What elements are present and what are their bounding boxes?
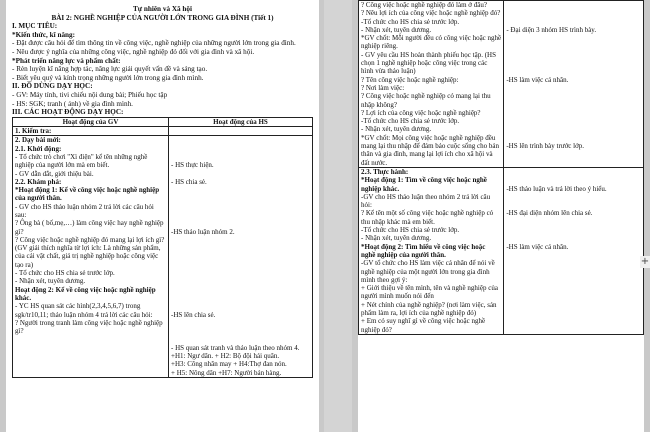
student-activity-cell [504,1,644,168]
page-gap [324,0,352,432]
document-page-left [6,0,319,432]
text-line: -GV tổ chức cho HS làm việc cá nhân để nói về nghề nghiệp của một người lớn trong gia đình mình theo gợi ý: [361,259,495,284]
text-line [506,18,641,26]
text-line [171,194,310,202]
text-line [506,117,641,125]
text-line: - GV cho HS thảo luận nhóm 2 trả lời các câu hỏi sau: [15,202,154,219]
text-line [506,168,641,176]
text-line: - Đại diện 3 nhóm HS trình bày. [506,25,597,34]
text-line [171,211,310,219]
add-icon[interactable]: + [640,256,650,267]
text-line [506,201,641,209]
text-line [506,193,641,201]
teacher-activity-cell [13,136,169,378]
objective-line: - Rèn luyện kĩ năng hợp tác, năng lực giải quyết vấn đề và sáng tạo. [12,65,208,74]
table-header-teacher: Hoạt động của GV [13,117,169,126]
text-line: ? Công việc hoặc nghề nghiệp đó làm ở đâu? [361,1,487,9]
student-activity-cell [169,127,313,136]
text-line: ? Người trong tranh làm công việc hoặc nghề nghiệp gì? [15,318,163,336]
objective-line: III. CÁC HOẠT ĐỘNG DẠY HỌC: [12,108,124,117]
text-line [171,294,310,302]
teacher-activity-cell [13,127,169,136]
text-line [506,51,641,59]
text-line: -GV cho HS thảo luận theo nhóm 2 trả lời câu hỏi: [361,192,491,210]
objective-line: - GV: Máy tính, tivi chiếu nội dung bài; Phiếu học tập [12,90,168,99]
text-line [506,84,641,92]
text-line: - Nhận xét, tuyên dương. [361,125,432,134]
text-line: - GV yêu cầu HS hoàn thành phiếu học tập. (HS chọn 1 nghề nghiệp hoặc công việc trong các hình vừa thảo luận) [361,50,496,76]
lesson-title: BÀI 2: NGHỀ NGHIỆP CỦA NGƯỜI LỚN TRONG GIA ĐÌNH (Tiết 1) [51,13,274,22]
text-line: 2.2. Khám phá: [15,177,62,186]
text-line: -Tổ chức cho HS chia sẻ trước lớp. [361,117,460,126]
text-line: - HS quan sát tranh và thảo luận theo nhóm 4. [171,343,300,352]
text-line: Hoạt động 2: Kể về công việc hoặc nghề nghiệp khác. [15,285,156,302]
text-line [171,244,310,252]
text-line [171,170,310,178]
table-header-student: Hoạt động của HS [169,117,313,126]
text-line: 2.3. Thực hành: [361,167,409,176]
text-line: -HS đại diện nhóm lên chia sẻ. [506,209,593,218]
text-line: - Nhận xét, tuyên dương. [361,25,432,34]
text-line: *GV chốt: Mọi công việc hoặc nghề nghiệp đều mang lại thu nhập để đảm bảo cuộc sống cho bản thân và gia đình, mang lại lợi ích cho xã hội và đất nước. [361,133,500,167]
text-line: 2. Dạy bài mới: [15,136,61,145]
text-line: - Tổ chức trò chơi "Xì điện" kể tên những nghề nghiệp của người lớn mà em biết. [15,152,148,170]
text-line [171,269,310,277]
objective-line: II. ĐỒ DÙNG DẠY HỌC: [12,82,93,91]
text-line [171,219,310,227]
text-line: 2.1. Khởi động: [15,144,62,153]
text-line: - HS thực hiện. [171,161,214,170]
text-line [171,302,310,310]
text-line: - Nhận xét, tuyên dương. [15,277,86,286]
text-line: ? Tên công việc hoặc nghề nghiệp: [361,75,459,84]
text-line [171,252,310,260]
objective-line: *Phát triển năng lực và phẩm chất: [12,56,121,65]
text-line [506,109,641,117]
text-line [506,59,641,67]
text-line [506,125,641,133]
text-line: 1. Kiểm tra: [15,127,52,136]
text-line [171,153,310,161]
text-line [171,335,310,343]
text-line: - Tổ chức cho HS chia sẻ trước lớp. [15,269,115,278]
text-line [171,286,310,294]
text-line [171,203,310,211]
text-line [171,136,310,144]
teacher-activity-cell [359,167,504,334]
text-line: ? Công việc hoặc nghề nghiệp đó mang lại lợi ích gì? [15,235,165,244]
document-page-right [358,0,644,432]
text-line: +H3: Công nhân may + H4:Thợ đan nón. [171,360,287,369]
text-line: -HS thảo luận và trả lời theo ý hiểu. [506,184,607,193]
text-line [171,319,310,327]
text-line [506,42,641,50]
student-activity-cell [504,167,644,334]
text-line [506,218,641,226]
activity-table-continued-body [359,1,644,335]
text-line [506,1,641,9]
text-line [171,236,310,244]
text-line [171,145,310,153]
text-line [506,101,641,109]
text-line [506,67,641,75]
text-line: -Tổ chức cho HS chia sẻ trước lớp. [361,226,460,235]
objective-line: - Đặt được câu hỏi để tìm thông tin về công việc, nghề nghiệp của những người lớn trong gia đình. [12,39,296,48]
objective-line: - HS: SGK; tranh ( ảnh) về gia đình mình. [12,99,133,108]
text-line: + Nét chính của nghề nghiệp? (nơi làm việc, sản phẩm làm ra, lợi ích của nghề nghiệp đó) [361,300,497,317]
text-line: - Nhận xét, tuyên dương. [361,234,432,243]
text-line: - GV dẫn dắt, giới thiệu bài. [15,169,94,178]
text-line: ? Kể tên một số công việc hoặc nghề nghiệp có thu nhập khác mà em biết. [361,209,494,226]
table-row [13,136,313,378]
text-line: ? Công việc hoặc nghề nghiệp có mang lại thu nhập không? [361,92,491,109]
table-row [359,1,644,168]
text-line: -HS lên chia sẻ. [171,310,216,319]
objective-line: I. MỤC TIÊU: [12,22,58,31]
text-line: + Em có suy nghĩ gì về công việc hoặc nghề nghiệp đó? [361,317,486,334]
text-line: ? Ông bà ( bố,mẹ,…) làm công việc hay nghề nghiệp gì? [15,219,164,236]
text-line [506,176,641,184]
text-line [171,327,310,335]
activity-table-continued [358,0,644,335]
page-heading: Tự nhiên và Xã hội [132,5,193,13]
text-line: +H1: Ngư dân. + H2: Bộ đội hải quân. [171,352,280,361]
text-line: + H5: Nông dân +H7: Người bán hàng. [171,368,282,377]
objective-line: *Kiến thức, kĩ năng: [12,30,76,39]
text-line [506,34,641,42]
text-line [506,234,641,242]
text-line: - YC HS quan sát các hình(2,3,4,5,6,7) trong sgk/tr10,11; thảo luận nhóm 4 trả lời các câu hỏi: [15,302,153,319]
text-line: -Tổ chức cho HS chia sẻ trước lớp. [361,17,460,26]
text-line [171,261,310,269]
text-line: *Hoạt động 1: Tìm về công việc hoặc nghề nghiệp khác. [361,176,487,193]
text-line: (GV giải thích nghĩa từ lợi ích: Là những sản phẩm, của cải vật chất, giá trị nghề nghiệp hoặc công việc tạo ra) [15,244,161,269]
teacher-activity-cell [359,1,504,168]
table-row [359,167,644,334]
text-line [171,186,310,194]
text-line [171,277,310,285]
student-activity-cell [169,136,313,378]
text-line [506,92,641,100]
objective-line: - Nêu được ý nghĩa của những công việc, nghề nghiệp đó đối với gia đình và xã hội. [12,47,255,56]
text-line: ? Lợi ích của công việc hoặc nghề nghiệp? [361,108,481,117]
text-line: -HS lên trình bày trước lớp. [506,142,585,151]
text-line: - HS chia sẻ. [171,177,207,186]
text-line: -HS làm việc cá nhân. [506,242,569,251]
text-line: + Giới thiệu về tên mình, tên và nghề nghiệp của người mình muốn nói đến [361,284,498,301]
objectives-section [12,22,313,117]
objective-line: - Biết yêu quý và kính trọng những người lớn trong gia đình mình. [12,73,204,82]
text-line: *Hoạt động 2: Tìm hiểu về công việc hoặc nghề nghiệp của người thân. [361,242,486,259]
text-line [506,226,641,234]
activity-table [12,117,313,378]
text-line: -HS làm việc cá nhân. [506,75,569,84]
text-line: *Hoạt động 1: Kể về công việc hoặc nghề nghiệp của người thân. [15,186,160,203]
text-line [506,134,641,142]
text-line [506,9,641,17]
table-row [13,127,313,136]
text-line: ? Nơi làm việc: [361,83,405,92]
activity-table-body [13,127,313,378]
text-line: *GV chốt: Mỗi người đều có công việc hoặc nghề nghiệp riêng. [361,34,502,51]
text-line: ? Nêu lợi ích của công việc hoặc nghề nghiệp đó? [361,9,501,18]
text-line: -HS thảo luận nhóm 2. [171,227,235,236]
